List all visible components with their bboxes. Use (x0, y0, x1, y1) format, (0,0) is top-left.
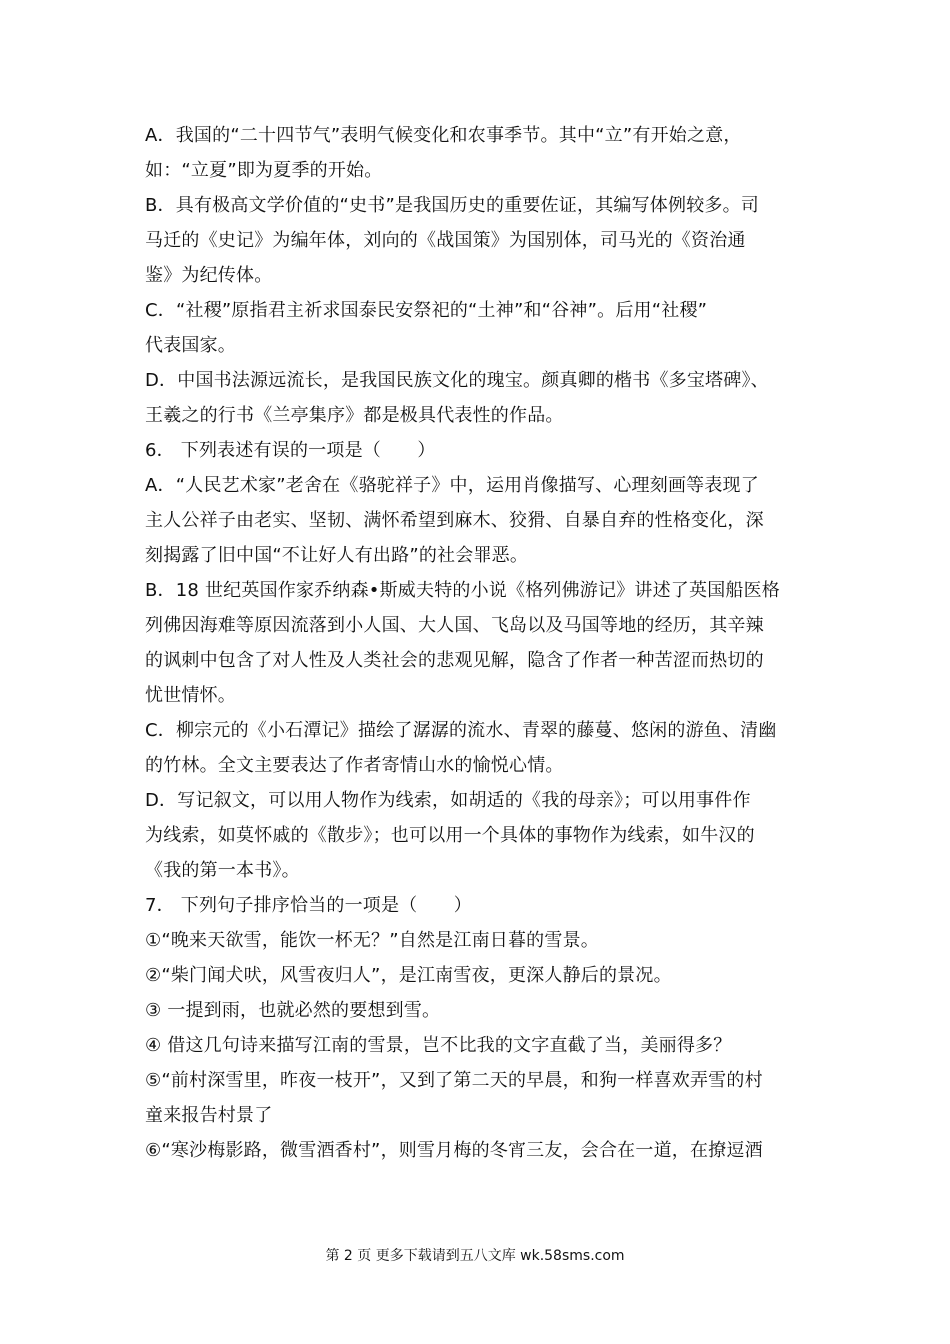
text-line: ④ 借这几句诗来描写江南的雪景，岂不比我的文字直截了当，美丽得多？ (145, 1035, 732, 1056)
text-line: 王羲之的行书《兰亭集序》都是极具代表性的作品。 (145, 405, 564, 426)
text-line: ⑤“前村深雪里，昨夜一枝开”，又到了第二天的早晨，和狗一样喜欢弄雪的村 (145, 1070, 763, 1091)
text-line: 如：“立夏”即为夏季的开始。 (145, 160, 383, 181)
text-line: A．“人民艺术家”老舍在《骆驼祥子》中，运用肖像描写、心理刻画等表现了 (145, 475, 759, 496)
text-line: ②“柴门闻犬吠，风雪夜归人”，是江南雪夜，更深人静后的景况。 (145, 965, 672, 986)
text-line: 代表国家。 (145, 335, 236, 356)
text-line: 刻揭露了旧中国“不让好人有出路”的社会罪恶。 (145, 545, 529, 566)
text-line: 《我的第一本书》。 (145, 860, 300, 881)
text-line: ①“晚来天欲雪，能饮一杯无？”自然是江南日暮的雪景。 (145, 930, 599, 951)
text-line: B．具有极高文学价值的“史书”是我国历史的重要佐证，其编写体例较多。司 (145, 195, 759, 216)
text-line: D．中国书法源远流长，是我国民族文化的瑰宝。颜真卿的楷书《多宝塔碑》、 (145, 370, 769, 391)
text-line: 主人公祥子由老实、坚韧、满怀希望到麻木、狡猾、自暴自弃的性格变化，深 (145, 510, 764, 531)
text-line: 列佛因海难等原因流落到小人国、大人国、飞岛以及马国等地的经历，其辛辣 (145, 615, 764, 636)
text-line: 马迁的《史记》为编年体，刘向的《战国策》为国别体，司马光的《资治通 (145, 230, 746, 251)
text-line: 童来报告村景了 (145, 1105, 273, 1126)
text-line: ⑥“寒沙梅影路，微雪酒香村”，则雪月梅的冬宵三友，会合在一道，在撩逗酒 (145, 1140, 763, 1161)
text-line: 为线索，如莫怀戚的《散步》；也可以用一个具体的事物作为线索，如牛汉的 (145, 825, 755, 846)
text-line: 的竹林。全文主要表达了作者寄情山水的愉悦心情。 (145, 755, 564, 776)
document-body (145, 118, 825, 1168)
text-line: D．写记叙文，可以用人物作为线索，如胡适的《我的母亲》；可以用事件作 (145, 790, 751, 811)
question-7-stem: 7． 下列句子排序恰当的一项是（ ） (145, 895, 472, 916)
text-line: 忧世情怀。 (145, 685, 236, 706)
text-line: B．18 世纪英国作家乔纳森•斯威夫特的小说《格列佛游记》讲述了英国船医格 (145, 580, 780, 601)
text-line: A．我国的“二十四节气”表明气候变化和农事季节。其中“立”有开始之意， (145, 125, 742, 146)
text-line: C．“社稷”原指君主祈求国泰民安祭祀的“土神”和“谷神”。后用“社稷” (145, 300, 708, 321)
text-line: 的讽刺中包含了对人性及人类社会的悲观见解，隐含了作者一种苦涩而热切的 (145, 650, 764, 671)
text-line: ③ 一提到雨，也就必然的要想到雪。 (145, 1000, 441, 1021)
text-line: C．柳宗元的《小石潭记》描绘了潺潺的流水、青翠的藤蔓、悠闲的游鱼、清幽 (145, 720, 777, 741)
text-line: 鉴》为纪传体。 (145, 265, 273, 286)
page-footer: 第 2 页 更多下载请到五八文库 wk.58sms.com (325, 1248, 625, 1264)
question-6-stem: 6． 下列表述有误的一项是（ ） (145, 440, 436, 461)
